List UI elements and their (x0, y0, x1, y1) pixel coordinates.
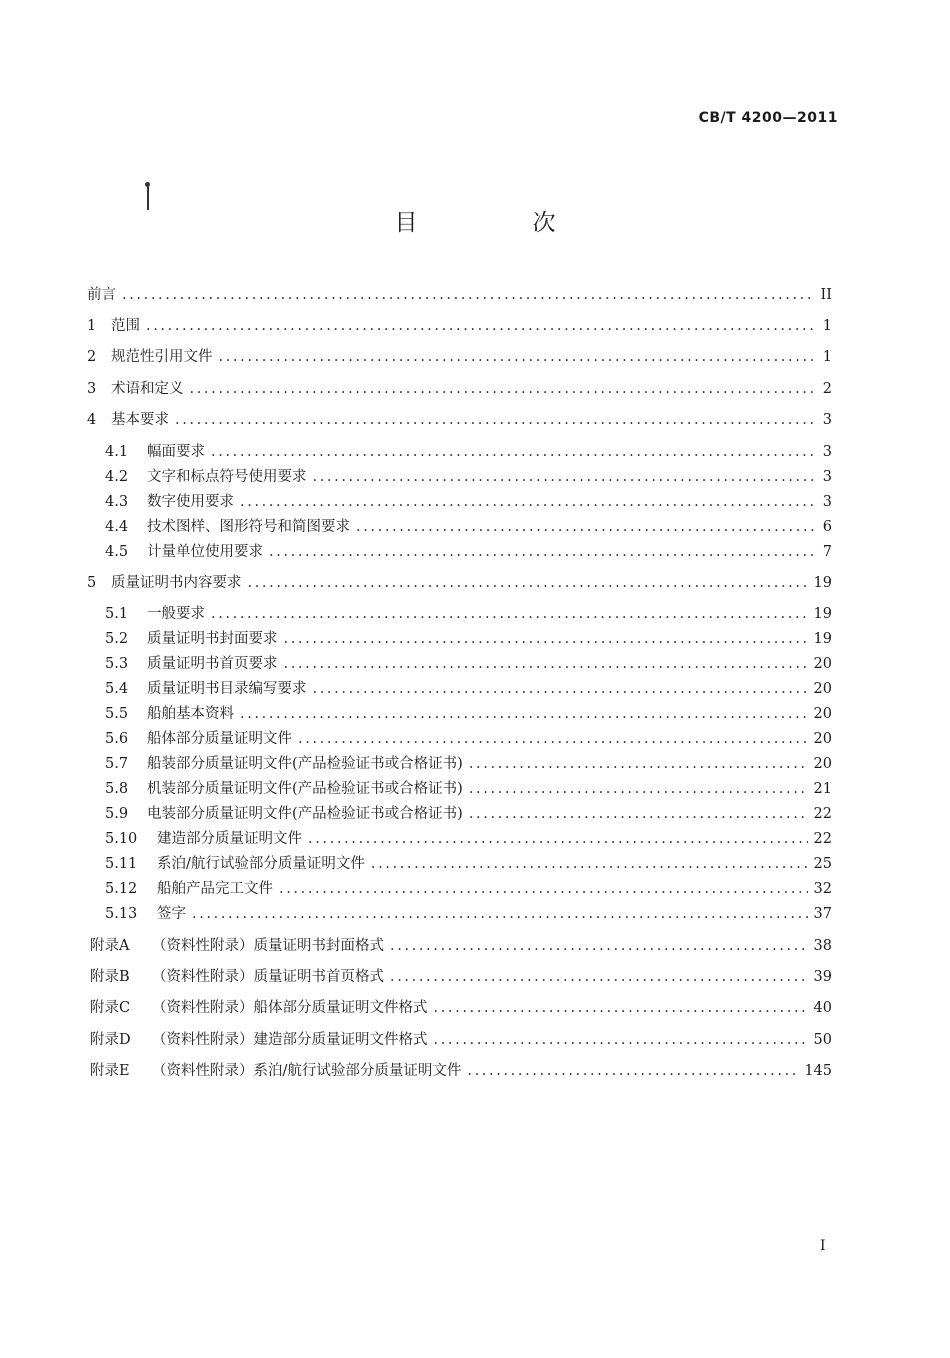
toc-entry-label: 一般要求 (147, 606, 205, 622)
toc-leader-dots (219, 347, 817, 367)
toc-entry-number: 3 (87, 381, 97, 397)
toc-leader-dots (284, 654, 808, 674)
toc-leader-dots (308, 829, 808, 849)
toc-entry-number: 5.8 (105, 781, 129, 797)
toc-entry[interactable] (0, 779, 950, 799)
toc-entry-label: 数字使用要求 (147, 494, 234, 510)
toc-entry-number: 附录C (90, 1000, 131, 1016)
toc-entry[interactable] (0, 998, 950, 1018)
toc-entry-page: 20 (813, 656, 832, 672)
toc-leader-dots (467, 1061, 798, 1081)
toc-leader-dots (390, 967, 808, 987)
toc-entry-page: 38 (813, 938, 832, 954)
toc-entry-number: 附录A (90, 938, 130, 954)
toc-entry-label: 规范性引用文件 (111, 349, 213, 365)
toc-entry[interactable] (0, 542, 950, 562)
toc-leader-dots (434, 998, 808, 1018)
toc-leader-dots (240, 492, 817, 512)
toc-entry[interactable] (0, 829, 950, 849)
toc-leader-dots (469, 804, 808, 824)
toc-entry-label: 文字和标点符号使用要求 (147, 469, 307, 485)
toc-entry-page: 25 (813, 856, 832, 872)
toc-leader-dots (390, 936, 808, 956)
toc-entry-page: 19 (813, 606, 832, 622)
toc-entry-number: 5.7 (105, 756, 129, 772)
toc-entry-label: 质量证明书首页要求 (147, 656, 278, 672)
toc-leader-dots (248, 573, 808, 593)
toc-leader-dots (371, 854, 808, 874)
toc-leader-dots (192, 904, 808, 924)
toc-entry-label: 质量证明书目录编写要求 (147, 681, 307, 697)
toc-entry-label: 签字 (157, 906, 186, 922)
toc-entry-page: 1 (822, 318, 832, 334)
toc-entry-label: 计量单位使用要求 (147, 544, 263, 560)
toc-entry-label: 船舶基本资料 (147, 706, 234, 722)
toc-leader-dots (313, 467, 817, 487)
toc-leader-dots (175, 410, 817, 430)
toc-entry-label: 船装部分质量证明文件(产品检验证书或合格证书) (147, 756, 463, 772)
standard-code: CB/T 4200—2011 (698, 110, 838, 126)
page-title: 目 次 (394, 210, 602, 236)
toc-entry-label: 技术图样、图形符号和简图要求 (147, 519, 350, 535)
toc-entry-number: 5.13 (105, 906, 138, 922)
toc-entry[interactable] (0, 1061, 950, 1081)
toc-entry-number: 5.4 (105, 681, 129, 697)
toc-entry-page: 20 (813, 756, 832, 772)
toc-entry-number: 4.3 (105, 494, 129, 510)
toc-entry-page: 1 (822, 349, 832, 365)
toc-entry[interactable] (0, 754, 950, 774)
toc-leader-dots (279, 879, 808, 899)
toc-entry-number: 4.2 (105, 469, 129, 485)
toc-entry-number: 5.10 (105, 831, 138, 847)
toc-entry-number: 5.9 (105, 806, 129, 822)
toc-entry-page: 3 (822, 444, 832, 460)
toc-leader-dots (211, 442, 817, 462)
toc-entry-page: 3 (822, 412, 832, 428)
toc-entry[interactable] (0, 729, 950, 749)
toc-entry-page: 20 (813, 731, 832, 747)
toc-entry-number: 4.1 (105, 444, 129, 460)
toc-entry[interactable] (0, 573, 950, 593)
toc-leader-dots (211, 604, 808, 624)
toc-leader-dots (122, 285, 815, 305)
toc-entry[interactable] (0, 704, 950, 724)
toc-entry-number: 5.2 (105, 631, 129, 647)
toc-entry-label: 术语和定义 (111, 381, 184, 397)
toc-entry-number: 5.3 (105, 656, 129, 672)
toc-entry[interactable] (0, 854, 950, 874)
toc-entry-number: 5 (87, 575, 97, 591)
toc-entry-page: 21 (813, 781, 832, 797)
toc-entry[interactable] (0, 316, 950, 336)
toc-leader-dots (190, 379, 817, 399)
toc-entry-page: 50 (813, 1032, 832, 1048)
toc-leader-dots (313, 679, 808, 699)
toc-entry-label: 幅面要求 (147, 444, 205, 460)
toc-entry-page: 7 (822, 544, 832, 560)
toc-entry[interactable] (0, 679, 950, 699)
toc-entry-label: （资料性附录）质量证明书首页格式 (152, 969, 384, 985)
toc-entry-number: 5.1 (105, 606, 129, 622)
toc-entry-label: 船舶产品完工文件 (157, 881, 273, 897)
toc-leader-dots (240, 704, 808, 724)
toc-entry-page: 3 (822, 469, 832, 485)
toc-entry-number: 附录E (90, 1063, 130, 1079)
toc-leader-dots (269, 542, 817, 562)
toc-entry-page: II (820, 287, 832, 303)
toc-entry-label: 质量证明书封面要求 (147, 631, 278, 647)
toc-entry-number: 4.4 (105, 519, 129, 535)
toc-leader-dots (298, 729, 808, 749)
toc-entry-label: 范围 (111, 318, 140, 334)
toc-entry[interactable] (0, 936, 950, 956)
toc-entry-number: 5.11 (105, 856, 138, 872)
toc-entry[interactable] (0, 804, 950, 824)
toc-leader-dots (469, 779, 808, 799)
toc-entry[interactable] (0, 629, 950, 649)
toc-leader-dots (284, 629, 808, 649)
toc-entry[interactable] (0, 379, 950, 399)
toc-leader-dots (434, 1030, 808, 1050)
toc-entry-number: 1 (87, 318, 97, 334)
toc-entry-page: 20 (813, 706, 832, 722)
toc-entry-label: 机装部分质量证明文件(产品检验证书或合格证书) (147, 781, 463, 797)
toc-entry-number: 5.5 (105, 706, 129, 722)
toc-entry-page: 3 (822, 494, 832, 510)
toc-entry-page: 6 (822, 519, 832, 535)
toc-leader-dots (356, 517, 817, 537)
toc-entry-label: （资料性附录）系泊/航行试验部分质量证明文件 (152, 1063, 462, 1079)
toc-entry-page: 19 (813, 631, 832, 647)
toc-leader-dots (146, 316, 817, 336)
toc-entry-label: 基本要求 (111, 412, 169, 428)
toc-entry-number: 5.6 (105, 731, 129, 747)
toc-entry[interactable] (0, 879, 950, 899)
toc-leader-dots (469, 754, 808, 774)
toc-entry-page: 22 (813, 806, 832, 822)
toc-entry[interactable] (0, 467, 950, 487)
toc-entry-label: 系泊/航行试验部分质量证明文件 (157, 856, 365, 872)
toc-entry[interactable] (0, 904, 950, 924)
page-number: I (820, 1238, 826, 1254)
toc-entry-number: 4.5 (105, 544, 129, 560)
toc-entry-page: 2 (822, 381, 832, 397)
toc-entry-label: （资料性附录）质量证明书封面格式 (152, 938, 384, 954)
toc-entry-label: （资料性附录）船体部分质量证明文件格式 (152, 1000, 428, 1016)
toc-entry[interactable] (0, 967, 950, 987)
toc-entry-label: 建造部分质量证明文件 (157, 831, 302, 847)
toc-entry[interactable] (0, 517, 950, 537)
toc-entry-page: 39 (813, 969, 832, 985)
toc-entry[interactable] (0, 347, 950, 367)
toc-entry-label: 质量证明书内容要求 (111, 575, 242, 591)
toc-entry-page: 19 (813, 575, 832, 591)
toc-entry[interactable] (0, 492, 950, 512)
toc-entry[interactable] (0, 604, 950, 624)
toc-entry-page: 20 (813, 681, 832, 697)
toc-entry-page: 145 (804, 1063, 832, 1079)
toc-entry-number: 附录B (90, 969, 130, 985)
toc-entry[interactable] (0, 410, 950, 430)
toc-entry-label: 前言 (87, 287, 116, 303)
toc-entry-number: 附录D (90, 1032, 131, 1048)
toc-entry[interactable] (0, 654, 950, 674)
toc-entry-label: （资料性附录）建造部分质量证明文件格式 (152, 1032, 428, 1048)
toc-entry-label: 船体部分质量证明文件 (147, 731, 292, 747)
toc-entry-number: 5.12 (105, 881, 138, 897)
toc-entry-page: 37 (813, 906, 832, 922)
toc-entry-number: 2 (87, 349, 97, 365)
toc-entry[interactable] (0, 285, 950, 305)
toc-entry-page: 32 (813, 881, 832, 897)
toc-entry-page: 22 (813, 831, 832, 847)
toc-entry-number: 4 (87, 412, 97, 428)
toc-entry-label: 电装部分质量证明文件(产品检验证书或合格证书) (147, 806, 463, 822)
toc-entry[interactable] (0, 442, 950, 462)
toc-entry-page: 40 (813, 1000, 832, 1016)
toc-entry[interactable] (0, 1030, 950, 1050)
